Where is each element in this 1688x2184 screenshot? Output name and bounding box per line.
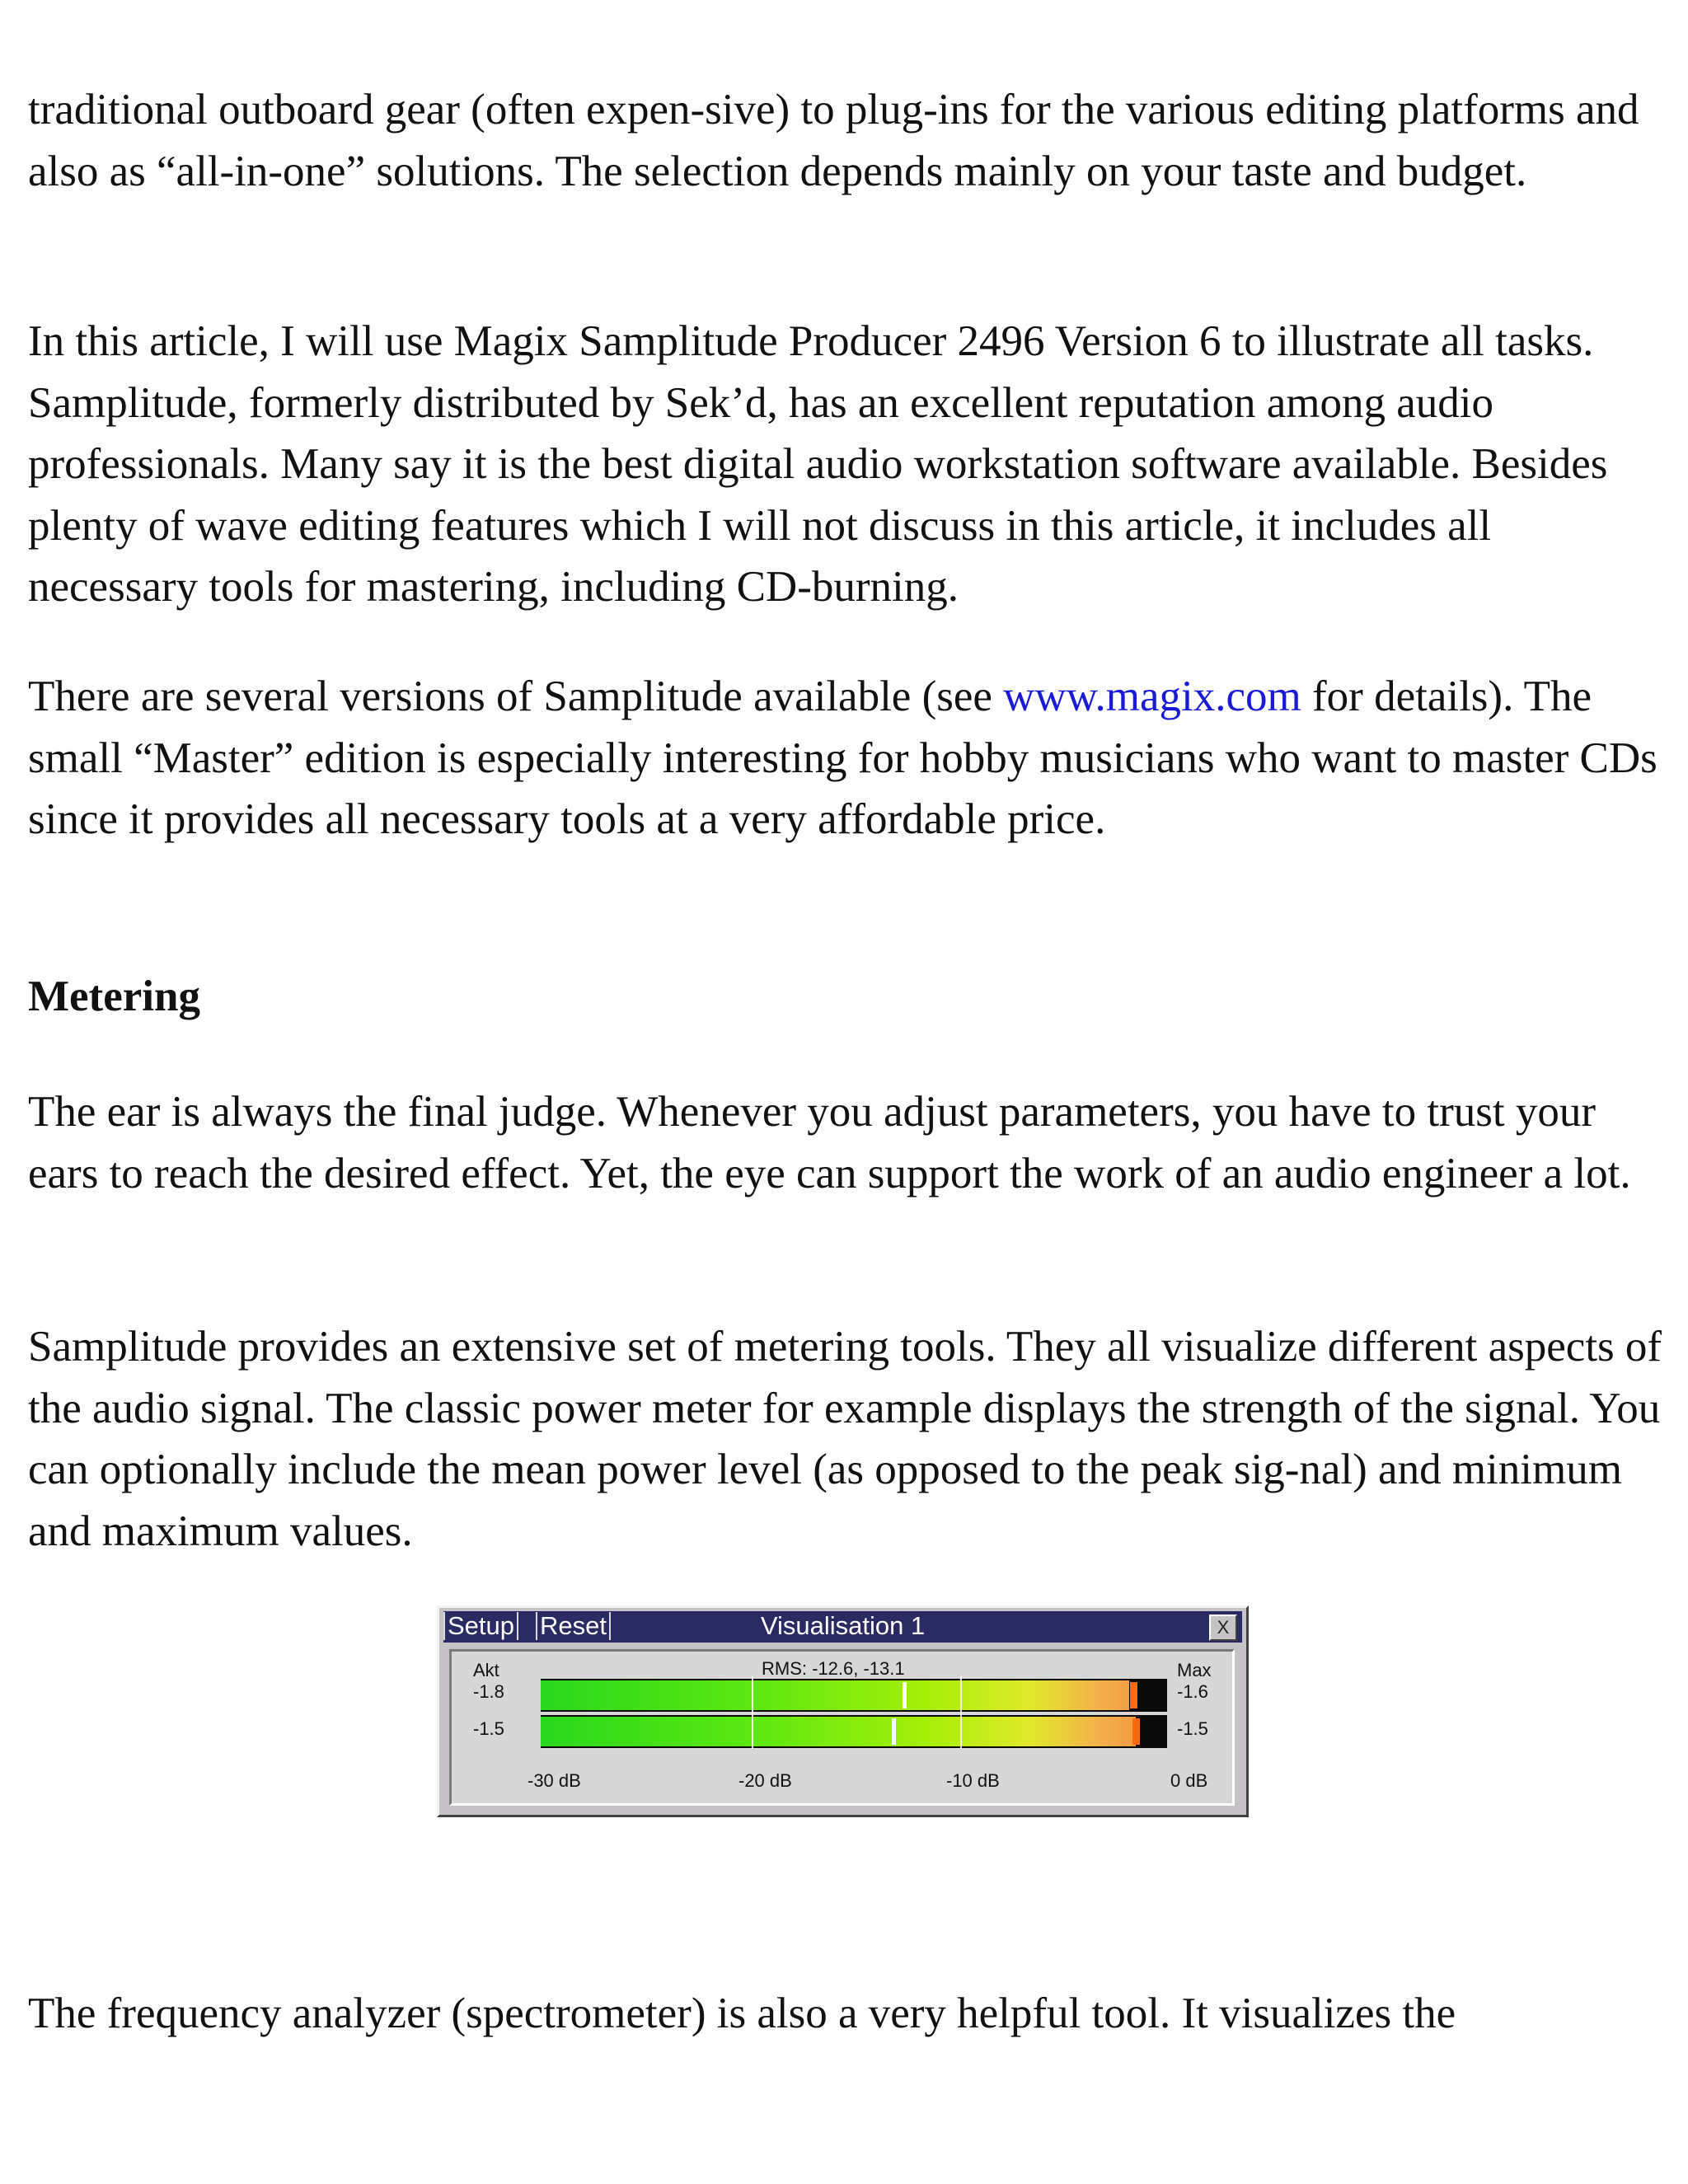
scale-label-minus-30: -30 dB	[528, 1770, 581, 1791]
akt-label: Akt	[473, 1660, 499, 1680]
meter-panel	[449, 1649, 1235, 1806]
paragraph-intro: traditional outboard gear (often expen-sive) to plug-ins for the various editing platforms and also as “all-in-one” solutions. The selection depends mainly on your taste and budget.	[28, 86, 1639, 195]
channel-1-peak-marker	[1130, 1682, 1137, 1708]
channel-1-rms-marker	[903, 1682, 907, 1708]
rms-readout: RMS: -12.6, -13.1	[762, 1658, 905, 1679]
paragraph-versions	[28, 666, 1668, 851]
window-title: Visualisation 1	[760, 1611, 926, 1640]
scale-label-minus-10: -10 dB	[946, 1770, 1000, 1791]
channel-1-akt-value: -1.8	[473, 1681, 504, 1702]
channel-2-meter	[541, 1715, 1167, 1748]
visualisation-window	[437, 1605, 1249, 1817]
window-titlebar	[443, 1611, 1242, 1643]
channel-2-rms-marker	[892, 1718, 896, 1745]
paragraph-ear: The ear is always the final judge. Whenever you adjust parameters, you have to trust your ears to reach the desired effect. Yet, the eye can support the work of an audio engineer a lot.	[28, 1088, 1631, 1197]
paragraph-metering-tools: Samplitude provides an extensive set of metering tools. They all visualize different aspects of the audio signal. The classic power meter for example displays the strength of the signal. You can optionally include the mean power level (as opposed to the peak sig-nal) and minimum and maximum values.	[28, 1323, 1662, 1555]
reset-button[interactable]: Reset	[536, 1612, 611, 1640]
channel-1-max-value: -1.6	[1177, 1681, 1208, 1702]
versions-text-after: for details). The small “Master” edition is especially interesting for hobby musicians who want to master CDs since it provides all necessary tools at a very affordable price.	[28, 673, 1658, 843]
magix-link[interactable]: www.magix.com	[1003, 673, 1301, 720]
channel-1-meter	[541, 1679, 1167, 1712]
paragraph-frequency-analyzer: The frequency analyzer (spectrometer) is also a very helpful tool. It visualizes the	[28, 1990, 1456, 2037]
scale-label-0: 0 dB	[1170, 1770, 1208, 1791]
channel-1-level-bar	[541, 1680, 1129, 1710]
section-heading-metering: Metering	[28, 972, 200, 1020]
paragraph-samplitude: In this article, I will use Magix Samplitude Producer 2496 Version 6 to illustrate all tasks. Samplitude, formerly distributed by Sek’d, has an excellent reputation among audio professionals. Many say it is the best digital audio workstation software available. Besides plenty of wave editing features which I will not discuss in this article, it includes all necessary tools for mastering, including CD-burning.	[28, 317, 1608, 611]
versions-text-before: There are several versions of Samplitude available (see	[28, 673, 1004, 720]
channel-2-akt-value: -1.5	[473, 1718, 504, 1739]
scale-gridline	[960, 1676, 962, 1749]
scale-gridline	[752, 1676, 753, 1749]
close-icon[interactable]: X	[1209, 1615, 1237, 1641]
max-label: Max	[1177, 1660, 1212, 1680]
channel-2-max-value: -1.5	[1177, 1718, 1208, 1739]
setup-button[interactable]: Setup	[443, 1612, 518, 1640]
channel-2-peak-marker	[1132, 1718, 1140, 1745]
channel-2-level-bar	[541, 1717, 1136, 1746]
scale-label-minus-20: -20 dB	[738, 1770, 792, 1791]
